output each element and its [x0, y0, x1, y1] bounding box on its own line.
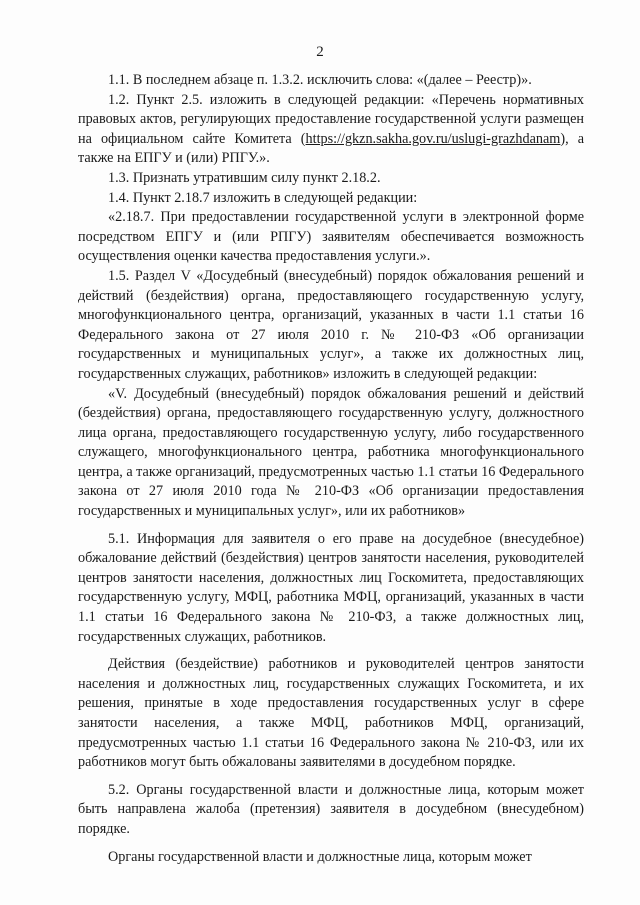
paragraph-actions-appeal: Действия (бездействие) работников и руководителей центров занятости населения и должностных лиц, государственных служащих Госкомитета, и их решения, принятые в ходе предоставления государственных услуг в сфере занятости населения, а также МФЦ, работников МФЦ, организаций, предусмотренных частью 1.1 статьи 16 Федерального закона № 210-ФЗ, или их работников могут быть обжалованы заявителями в досудебном порядке.	[78, 656, 584, 771]
paragraph-1-2	[78, 91, 584, 169]
paragraph-1-5: 1.5. Раздел V «Досудебный (внесудебный) порядок обжалования решений и действий (бездействия) органа, предоставляющего государственную услугу, многофункционального центра, организаций, указанных в части 1.1 статьи 16 Федерального закона от 27 июля 2010 г. № 210-ФЗ «Об организации государственных и муниципальных услуг», а также их должностных лиц, государственных служащих, работников» изложить в следующей редакции:	[78, 267, 584, 382]
page-number: 2	[316, 44, 324, 60]
paragraph-5-1: 5.1. Информация для заявителя о его праве на досудебное (внесудебное) обжалование действий (бездействия) центров занятости населения, руководителей центров занятости населения, должностных лиц Госкомитета, предоставляющих государственную услугу, МФЦ, работника МФЦ, организаций, указанных в части 1.1 статьи 16 Федерального закона № 210-ФЗ, а также должностных лиц, государственных служащих, работников.	[78, 530, 584, 645]
paragraph-1-2-text-start: 1.2. Пункт 2.5. изложить в следующей редакции: «Перечень нормативных правовых актов, регулирующих предоставление государственной услуги размещен на официальном сайте Комитета (	[78, 91, 584, 147]
paragraph-5-2: 5.2. Органы государственной власти и должностные лица, которым может быть направлена жалоба (претензия) заявителя в досудебном (внесудебном) порядке.	[78, 781, 584, 837]
section-v-title: «V. Досудебный (внесудебный) порядок обжалования решений и действий (бездействия) органа, предоставляющего государственную услугу, должностного лица органа, предоставляющего государственную услугу, либо государственного служащего, многофункционального центра, работника многофункционального центра, а также организаций, предусмотренных частью 1.1 статьи 16 Федерального закона от 27 июля 2010 года № 210-ФЗ «Об организации предоставления государственных и муниципальных услуг», или их работников»	[78, 385, 584, 520]
committee-website-link[interactable]: https://gkzn.sakha.gov.ru/uslugi-grazhdanam	[305, 130, 561, 147]
paragraph-2-18-7: «2.18.7. При предоставлении государственной услуги в электронной форме посредством ЕПГУ и (или РПГУ) заявителям обеспечивается возможность осуществления оценки качества предоставления услуги.».	[78, 209, 584, 265]
paragraph-1-3: 1.3. Признать утратившим силу пункт 2.18.2.	[108, 169, 381, 186]
paragraph-1-4: 1.4. Пункт 2.18.7 изложить в следующей редакции:	[108, 189, 418, 206]
document-body	[78, 71, 584, 867]
paragraph-authorities: Органы государственной власти и должностные лица, которым может	[108, 848, 532, 865]
paragraph-1-1: 1.1. В последнем абзаце п. 1.3.2. исключить слова: «(далее – Реестр)».	[108, 72, 532, 88]
paragraph-1-2-text-end: ), а также на ЕПГУ и (или) РПГУ.».	[78, 130, 584, 167]
